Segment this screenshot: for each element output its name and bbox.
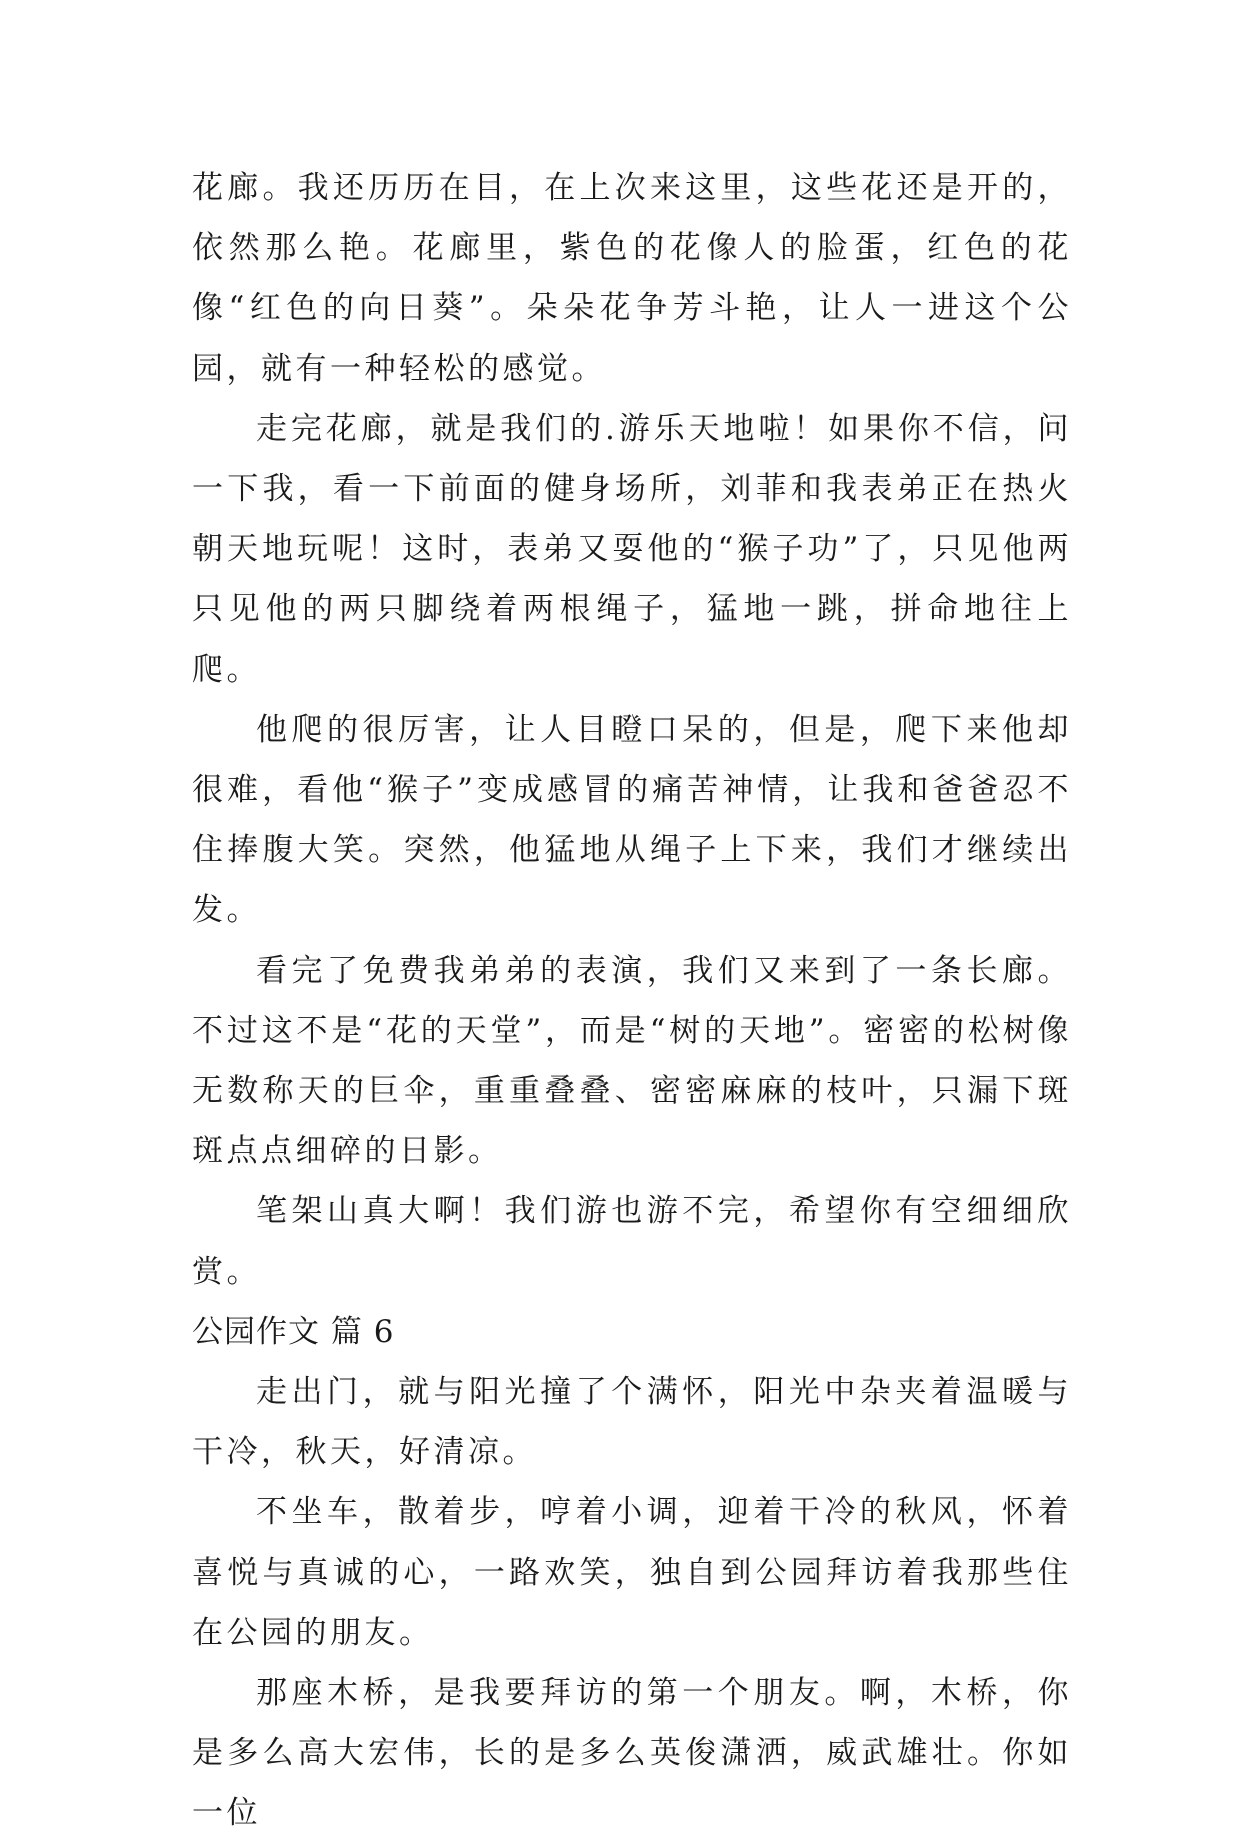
paragraph: 走完花廊，就是我们的.游乐天地啦！如果你不信，问一下我，看一下前面的健身场所，刘菲和我表弟正在热火朝天地玩呢！这时，表弟又耍他的“猴子功”了，只见他两只见他的两只脚绕着两根绳子，猛地一跳，拼命地往上爬。 — [192, 410, 1072, 688]
paragraph: 笔架山真大啊！我们游也游不完，希望你有空细细欣赏。 — [192, 1193, 1072, 1290]
document-body — [192, 158, 1072, 1844]
paragraph: 走出门，就与阳光撞了个满怀，阳光中杂夹着温暖与干冷，秋天，好清凉。 — [192, 1374, 1072, 1471]
paragraph: 花廊。我还历历在目，在上次来这里，这些花还是开的，依然那么艳。花廊里，紫色的花像人的脸蛋，红色的花像“红色的向日葵”。朵朵花争芳斗艳，让人一进这个公园，就有一种轻松的感觉。 — [192, 170, 1072, 387]
paragraph: 他爬的很厉害，让人目瞪口呆的，但是，爬下来他却很难，看他“猴子”变成感冒的痛苦神情，让我和爸爸忍不住捧腹大笑。突然，他猛地从绳子上下来，我们才继续出发。 — [192, 711, 1072, 929]
paragraph: 那座木桥，是我要拜访的第一个朋友。啊，木桥，你是多么高大宏伟，长的是多么英俊潇洒，威武雄壮。你如一位 — [192, 1675, 1072, 1832]
paragraph: 不坐车，散着步，哼着小调，迎着干冷的秋风，怀着喜悦与真诚的心，一路欢笑，独自到公园拜访着我那些住在公园的朋友。 — [192, 1494, 1072, 1651]
section-heading: 公园作文 篇 6 — [192, 1313, 395, 1350]
paragraph: 看完了免费我弟弟的表演，我们又来到了一条长廊。不过这不是“花的天堂”，而是“树的天地”。密密的松树像无数称天的巨伞，重重叠叠、密密麻麻的枝叶，只漏下斑斑点点细碎的日影。 — [192, 952, 1072, 1170]
